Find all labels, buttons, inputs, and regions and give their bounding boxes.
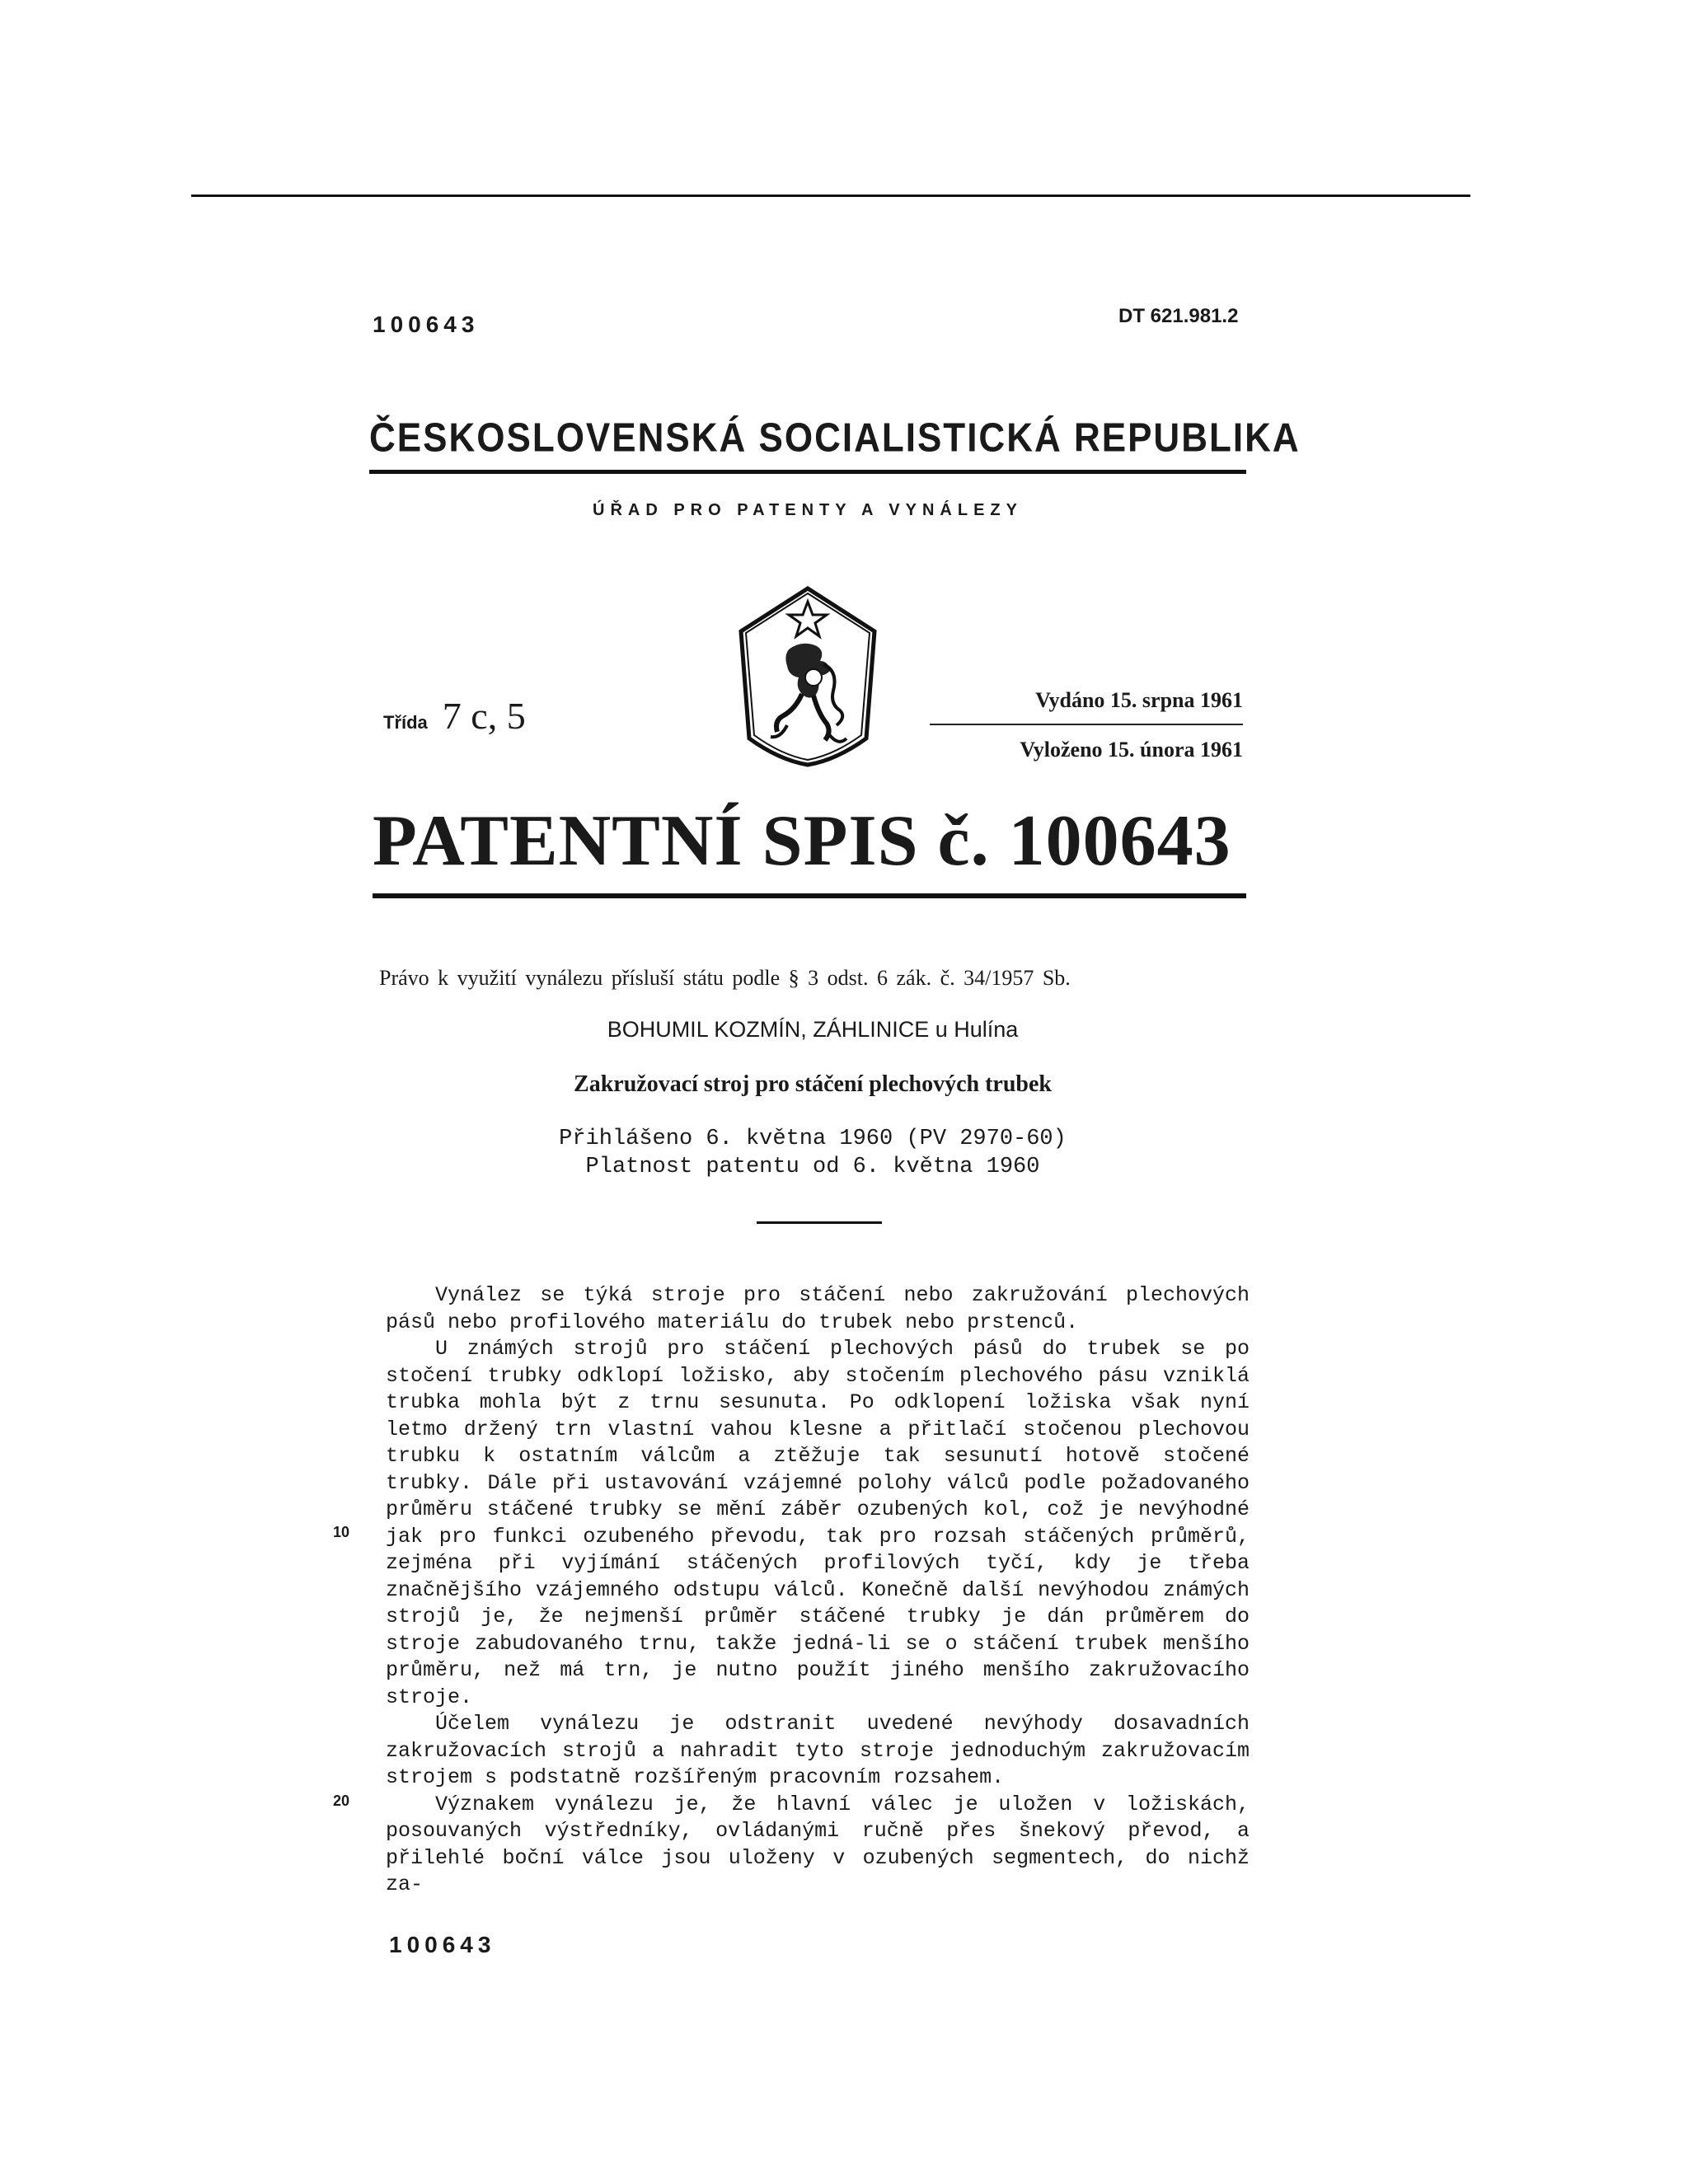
filing-info (379, 1125, 1246, 1181)
state-name-heading: ČESKOSLOVENSKÁ SOCIALISTICKÁ REPUBLIKA (369, 415, 1301, 461)
published-date: Vyloženo 15. února 1961 (1020, 738, 1243, 762)
line-number: 10 (333, 1524, 350, 1540)
dates-separator (930, 724, 1243, 725)
invention-title: Zakružovací stroj pro stáčení plechových trubek (574, 1071, 1052, 1097)
patent-title: PATENTNÍ SPIS č. 100643 (373, 801, 1231, 881)
classification (383, 694, 526, 738)
publication-dates (930, 686, 1243, 765)
issued-date: Vydáno 15. srpna 1961 (1035, 688, 1243, 712)
masthead-rule (369, 470, 1246, 474)
body-paragraph: U známých strojů pro stáčení plechových pásů do trubek se po stočení trubky odklopí ložisko, aby stočením plechového pásu vzniklá trubka mohla být z trnu sesunuta. Po odklopení ložiska však nyní letmo držený trn vlastní vahou klesne a přitlačí stočenou plechovou trubku k ostatním válcům a ztěžuje tak sesunutí hotově stočené trubky. Dále při ustavování vzájemné polohy válců podle požadovaného průměru stáčené trubky se mění záběr ozubených kol, což je nevýhodné jak pro funkci ozubeného převodu, tak pro rozsah stáčených průměrů, zejména při vyjímání stáčených profilových tyčí, kdy je třeba značnějšího vzájemného odstupu válců. Konečně další nevýhodou známých strojů je, že nejmenší průměr stáčené trubky je dán průměrem do stroje zabudovaného trnu, takže jedná-li se o stáčení trubek menšího průměru, než má trn, je nutno použít jiného menšího zakružovacího stroje. (386, 1337, 1250, 1709)
dt-classification-code: DT 621.981.2 (1118, 305, 1239, 327)
title-rule (373, 893, 1246, 898)
line-number: 20 (333, 1793, 350, 1809)
section-divider (757, 1221, 882, 1224)
filing-date: Přihlášeno 6. května 1960 (PV 2970-60) (559, 1127, 1067, 1151)
document-number-bottom: 100643 (389, 1932, 496, 1957)
validity-date: Platnost patentu od 6. května 1960 (585, 1155, 1040, 1179)
top-rule (191, 194, 1470, 197)
inventor-name: BOHUMIL KOZMÍN, ZÁHLINICE u Hulína (607, 1017, 1019, 1042)
state-emblem-icon (738, 585, 878, 768)
body-paragraph: Význakem vynálezu je, že hlavní válec je uložen v ložiskách, posouvaných výstředníky, ovládanými ručně přes šnekový převod, a přilehlé boční válce jsou uloženy v ozubených segmentech, do nichž za- (386, 1792, 1250, 1896)
description-body (386, 1282, 1250, 1899)
rights-statement: Právo k využití vynálezu přísluší státu podle § 3 odst. 6 zák. č. 34/1957 Sb. (379, 966, 1071, 990)
patent-office-name: ÚŘAD PRO PATENTY A VYNÁLEZY (593, 501, 1023, 519)
body-paragraph: Vynález se týká stroje pro stáčení nebo zakružování plechových pásů nebo profilového materiálu do trubek nebo prstenců. (386, 1283, 1250, 1334)
body-paragraph: Účelem vynálezu je odstranit uvedené nevýhody dosavadních zakružovacích strojů a nahradit tyto stroje jednoduchým zakružovacím strojem s podstatně rozšířeným pracovním rozsahem. (386, 1712, 1250, 1789)
classification-value: 7 c, 5 (442, 695, 526, 737)
classification-label: Třída (383, 712, 428, 733)
document-number-top: 100643 (373, 312, 480, 337)
